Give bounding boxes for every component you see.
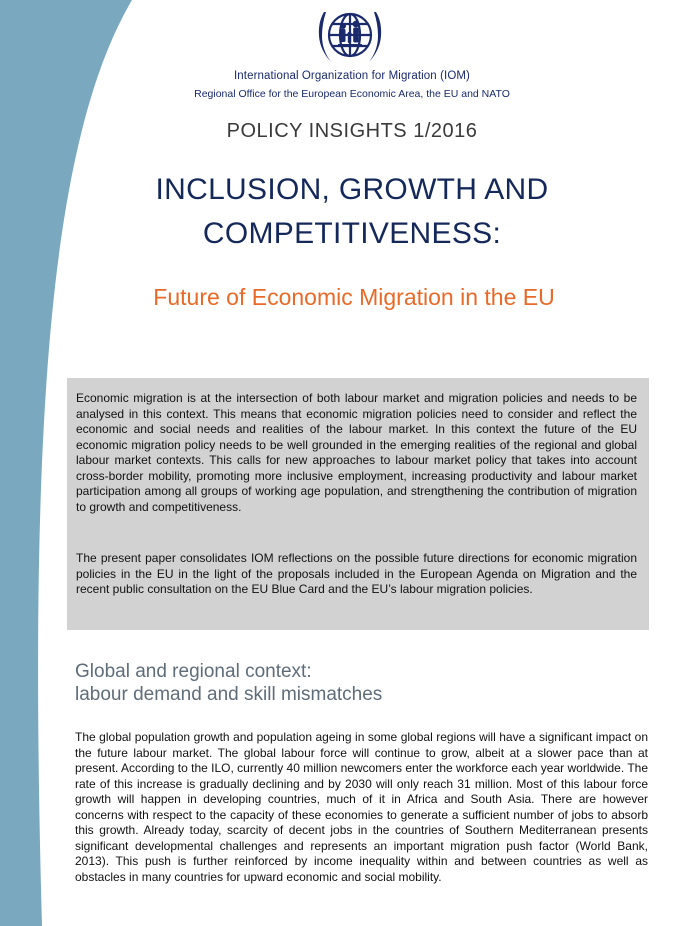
title-line-2: COMPETITIVENESS: bbox=[202, 217, 502, 250]
summary-paragraph-1: Economic migration is at the intersection of both labour market and migration policies and needs to be analysed in this context. This means that economic migration policies need to consider and reflect the economic and social needs and realities of the labour market. In this context the future of the EU economic migration policy needs to be well grounded in the emerging realities of the regional and global labour market contexts. This calls for new approaches to labour market policy that takes into account cross-border mobility, promoting more inclusive employment, increasing productivity and labour market participation among all groups of working age population, and strengthening the contribution of migration to growth and competitiveness. bbox=[76, 391, 637, 514]
title-line-1: INCLUSION, GROWTH AND bbox=[155, 173, 549, 206]
section-heading bbox=[75, 660, 575, 706]
summary-paragraph-2: The present paper consolidates IOM reflections on the possible future directions for economic migration policies in the EU in the light of the proposals included in the European Agenda on Migration and the recent public consultation on the EU Blue Card and the EU’s labour migration policies. bbox=[76, 551, 637, 596]
document-title bbox=[110, 168, 594, 256]
organization-name: International Organization for Migration (IOM) bbox=[234, 70, 470, 82]
iom-logo-icon bbox=[312, 4, 388, 70]
section-heading-line-2: labour demand and skill mismatches bbox=[75, 684, 383, 705]
section-heading-line-1: Global and regional context: bbox=[75, 661, 312, 682]
series-label: POLICY INSIGHTS 1/2016 bbox=[226, 120, 478, 142]
document-subtitle: Future of Economic Migration in the EU bbox=[153, 284, 555, 310]
summary-box bbox=[67, 378, 649, 630]
regional-office-name: Regional Office for the European Economic Area, the EU and NATO bbox=[194, 88, 510, 100]
section-paragraph: The global population growth and population ageing in some global regions will have a significant impact on the future labour market. The global labour force will continue to grow, albeit at a slower pace than at present. According to the ILO, currently 40 million newcomers enter the workforce each year worldwide. The rate of this increase is gradually declining and by 2030 will only reach 31 million. Most of this labour force growth will happen in developing countries, much of it in Africa and South Asia. There are however concerns with respect to the capacity of these economies to generate a sufficient number of jobs to absorb this growth. Already today, scarcity of decent jobs in the countries of Southern Mediterranean presents significant developmental challenges and represents an important migration push factor (World Bank, 2013). This push is further reinforced by income inequality within and between countries as well as obstacles in many countries for upward economic and social mobility. bbox=[75, 730, 648, 884]
